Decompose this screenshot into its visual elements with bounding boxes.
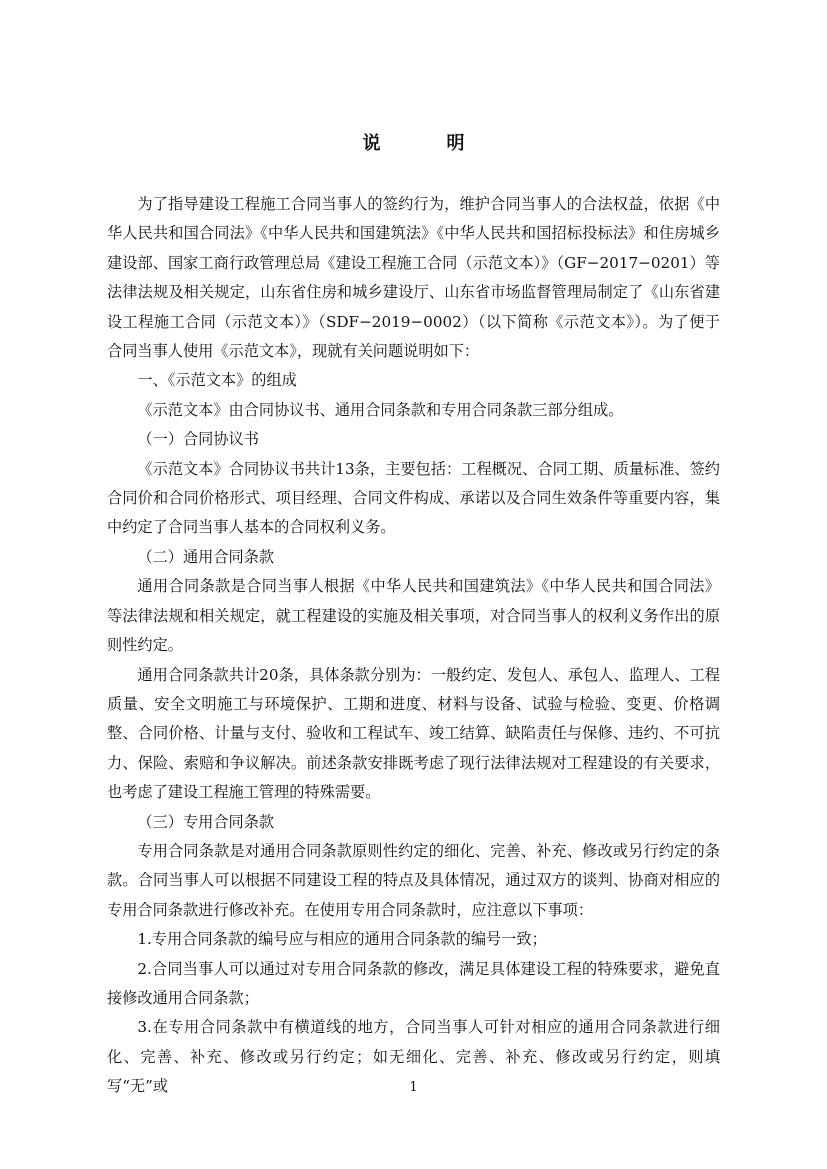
list-item-1: 1.专用合同条款的编号应与相应的通用合同条款的编号一致； [137,930,547,949]
page-title: 说 明 [362,133,489,154]
page-number: 1 [409,1080,418,1095]
paragraph-special-terms: 专用合同条款是对通用合同条款原则性约定的细化、完善、补充、修改或另行约定的条款。合同当事人可以根据不同建设工程的特点及具体情况，通过双方的谈判、协商对相应的专用合同条款进行修改补充。在使用专用合同条款时，应注意以下事项： [107,841,720,919]
paragraph-general-terms-1: 通用合同条款是合同当事人根据《中华人民共和国建筑法》《中华人民共和国合同法》等法律法规和相关规定，就工程建设的实施及相关事项，对合同当事人的权利义务作出的原则性约定。 [107,577,720,655]
heading-composition: 一、《示范文本》的组成 [137,371,297,390]
heading-general-terms: （二）通用合同条款 [137,547,275,566]
paragraph-intro: 为了指导建设工程施工合同当事人的签约行为，维护合同当事人的合法权益，依据《中华人民共和国合同法》《中华人民共和国建筑法》《中华人民共和国招标投标法》和住房城乡建设部、国家工商行政管理总局《建设工程施工合同（示范文本）》（GF−2017−0201）等法律法规及相关规定，山东省住房和城乡建设厅、山东省市场监督管理局制定了《山东省建设工程施工合同（示范文本）》（SDF−2019−0002）（以下简称《示范文本》）。为了便于合同当事人使用《示范文本》，现就有关问题说明如下： [107,195,720,361]
paragraph-composition: 《示范文本》由合同协议书、通用合同条款和专用合同条款三部分组成。 [137,400,624,419]
heading-special-terms: （三）专用合同条款 [137,812,275,831]
list-item-3: 3.在专用合同条款中有横道线的地方，合同当事人可针对相应的通用合同条款进行细化、完善、补充、修改或另行约定；如无细化、完善、补充、修改或另行约定，则填写“无”或 [107,1018,720,1096]
heading-agreement: （一）合同协议书 [137,430,259,449]
list-item-2: 2.合同当事人可以通过对专用合同条款的修改，满足具体建设工程的特殊要求，避免直接修改通用合同条款； [107,959,720,1007]
body-text [107,190,720,1102]
paragraph-agreement: 《示范文本》合同协议书共计13条，主要包括：工程概况、合同工期、质量标准、签约合同价和合同价格形式、项目经理、合同文件构成、承诺以及合同生效条件等重要内容，集中约定了合同当事人基本的合同权利义务。 [107,459,720,537]
paragraph-general-terms-2: 通用合同条款共计20条，具体条款分别为：一般约定、发包人、承包人、监理人、工程质量、安全文明施工与环境保护、工期和进度、材料与设备、试验与检验、变更、价格调整、合同价格、计量与支付、验收和工程试车、竣工结算、缺陷责任与保修、违约、不可抗力、保险、索赔和争议解决。前述条款安排既考虑了现行法律法规对工程建设的有关要求，也考虑了建设工程施工管理的特殊需要。 [107,665,720,802]
